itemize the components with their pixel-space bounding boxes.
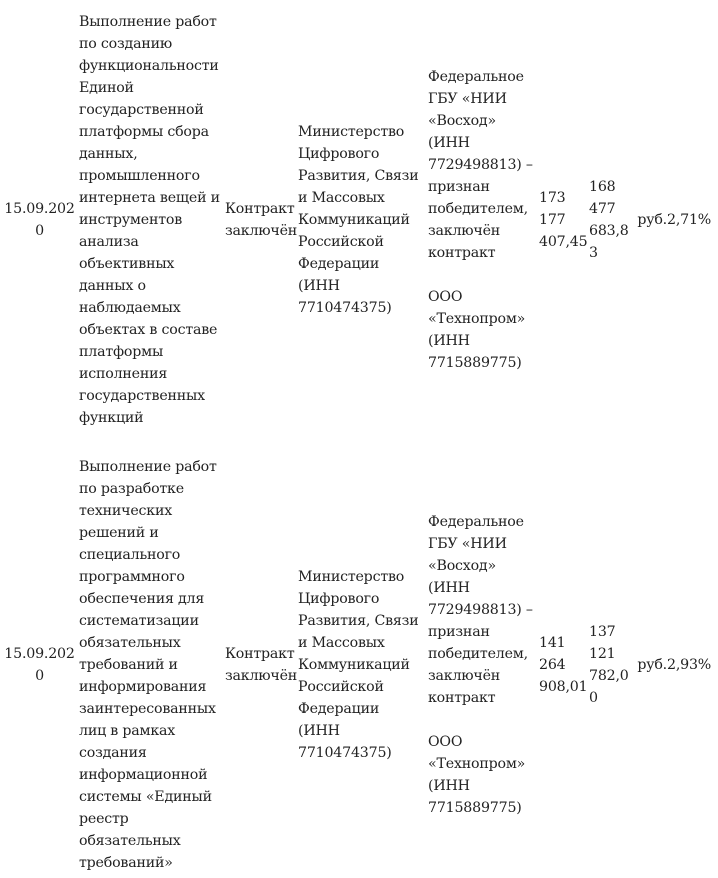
initial-price-cell: 141 264 908,01 [539, 635, 588, 695]
winner-spacer [428, 264, 539, 286]
winner-cell [428, 0, 539, 440]
status-cell: Контракт заключён [225, 646, 298, 684]
percent-cell: 2,71% [667, 212, 712, 228]
contract-price-cell: 137 121 782,00 [589, 624, 629, 706]
customer-cell: Министерство Цифрового Развития, Связи и Массовых Коммуникаций Российской Федерации (ИНН 7710474375) [298, 569, 419, 761]
percent-cell: 2,93% [667, 657, 712, 673]
initial-price-cell: 173 177 407,45 [539, 190, 588, 250]
contract-price-cell: 168 477 683,83 [589, 179, 629, 261]
winner-text: Федеральное ГБУ «НИИ «Восход» (ИНН 7729498813) – признан победителем, заключён контракт [428, 514, 533, 706]
date-cell: 15.09.2020 [4, 201, 75, 239]
status-cell: Контракт заключён [225, 201, 298, 239]
row-spacer [0, 440, 718, 456]
currency-cell: руб. [637, 657, 667, 673]
customer-cell: Министерство Цифрового Развития, Связи и Массовых Коммуникаций Российской Федерации (ИНН 7710474375) [298, 124, 419, 316]
subject-cell: Выполнение работ по созданию функциональности Единой государственной платформы сбора данных, промышленного интернета вещей и инструментов анализа объективных данных о наблюдаемых объектах в составе платформы исполнения государственных функций [79, 14, 220, 426]
date-cell: 15.09.2020 [4, 646, 75, 684]
currency-cell: руб. [637, 212, 667, 228]
contractor-text: ООО «Технопром» (ИНН 7715889775) [428, 289, 526, 371]
winner-spacer [428, 709, 539, 731]
winner-cell [428, 456, 539, 874]
contractor-text: ООО «Технопром» (ИНН 7715889775) [428, 734, 526, 816]
winner-text: Федеральное ГБУ «НИИ «Восход» (ИНН 7729498813) – признан победителем, заключён контракт [428, 69, 533, 261]
table-row [0, 456, 718, 874]
subject-cell: Выполнение работ по разработке технических решений и специального программного обеспечения для систематизации обязательных требований и информирования заинтересованных лиц в рамках создания информационной системы «Единый реестр обязательных требований» [79, 459, 217, 871]
